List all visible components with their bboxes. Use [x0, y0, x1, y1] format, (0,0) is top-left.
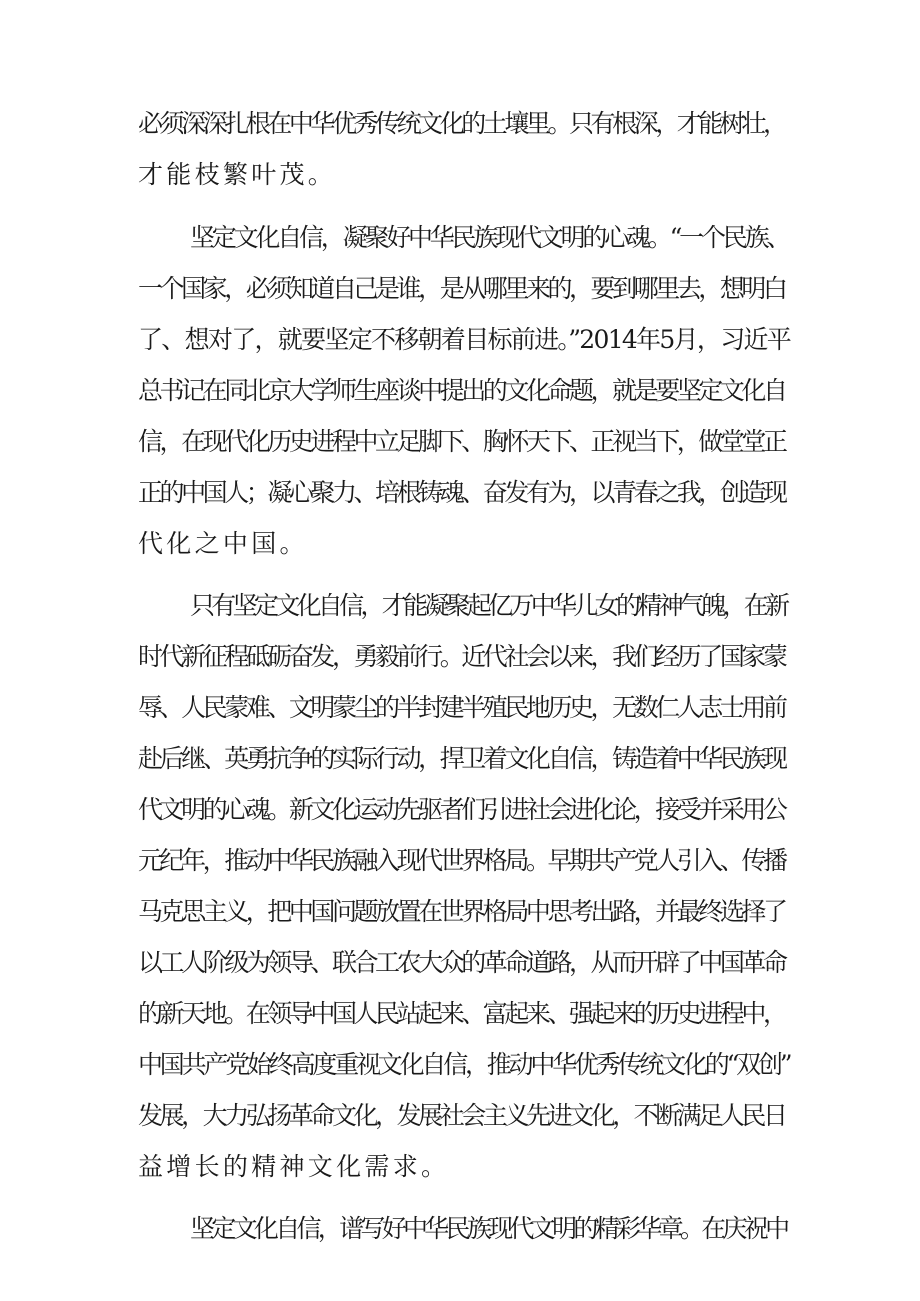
- paragraph-first-line: 坚定文化自信，谱写好中华民族现代文明的精彩华章。在庆祝中: [190, 1214, 787, 1243]
- text-line: 元纪年，推动中华民族融入现代世界格局。早期共产党人引入、传播: [138, 846, 785, 875]
- text-line: 马克思主义，把中国问题放置在世界格局中思考出路，并最终选择了: [138, 897, 785, 926]
- text-line: 益增长的精神文化需求。: [138, 1152, 450, 1181]
- text-line: 发展，大力弘扬革命文化，发展社会主义先进文化，不断满足人民日: [138, 1101, 785, 1130]
- text-line: 必须深深扎根在中华优秀传统文化的土壤里。只有根深，才能树壮，: [138, 109, 785, 138]
- text-line: 正的中国人；凝心聚力、培根铸魂、奋发有为，以青春之我，创造现: [138, 478, 785, 507]
- text-line: 总书记在同北京大学师生座谈中提出的文化命题，就是要坚定文化自: [138, 376, 785, 405]
- text-line: 代化之中国。: [138, 529, 308, 558]
- text-line: 中国共产党始终高度重视文化自信，推动中华优秀传统文化的“双创”: [138, 1050, 790, 1079]
- text-line: 辱、人民蒙难、文明蒙尘的半封建半殖民地历史，无数仁人志士用前: [138, 693, 785, 722]
- text-line: 代文明的心魂。新文化运动先驱者们引进社会进化论，接受并采用公: [138, 795, 785, 824]
- text-line: 一个国家，必须知道自己是谁，是从哪里来的，要到哪里去，想明白: [138, 274, 785, 303]
- text-line: 才能枝繁叶茂。: [138, 160, 337, 189]
- paragraph-first-line: 坚定文化自信，凝聚好中华民族现代文明的心魂。“一个民族、: [190, 223, 789, 252]
- text-line: 信，在现代化历史进程中立足脚下、胸怀天下、正视当下，做堂堂正: [138, 427, 785, 456]
- text-line: 赴后继、英勇抗争的实际行动，捍卫着文化自信，铸造着中华民族现: [138, 744, 785, 773]
- text-line: 时代新征程砥砺奋发，勇毅前行。近代社会以来，我们经历了国家蒙: [138, 642, 785, 671]
- text-line: 以工人阶级为领导、联合工农大众的革命道路，从而开辟了中国革命: [138, 948, 785, 977]
- text-line: 的新天地。在领导中国人民站起来、富起来、强起来的历史进程中，: [138, 999, 785, 1028]
- text-line: 了、想对了，就要坚定不移朝着目标前进。”2014年5月，习近平: [138, 325, 791, 354]
- paragraph-first-line: 只有坚定文化自信，才能凝聚起亿万中华儿女的精神气魄，在新: [190, 591, 787, 620]
